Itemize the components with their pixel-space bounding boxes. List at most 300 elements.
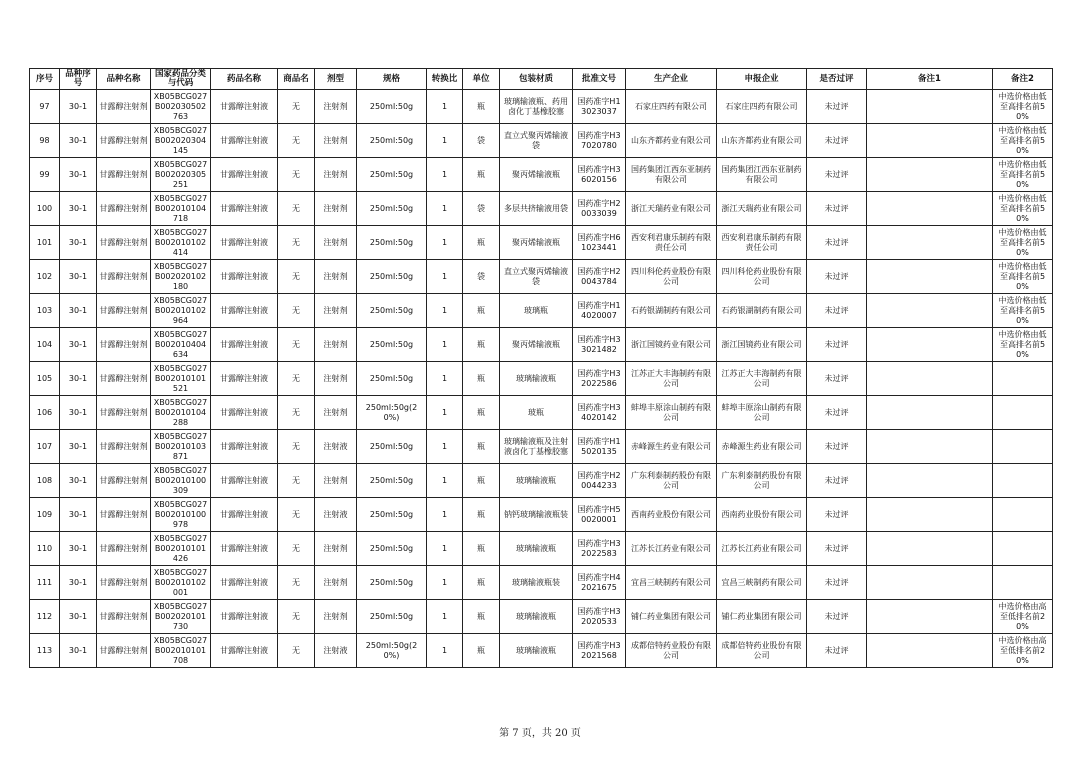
table-cell [867,294,993,328]
table-cell: XB05BCG027B002020305251 [151,158,211,192]
table-cell: 甘露醇注射剂 [97,226,151,260]
table-cell: 浙江天瑞药业有限公司 [717,192,807,226]
table-cell: 四川科伦药业股份有限公司 [626,260,717,294]
table-cell: 成都倍特药业股份有限公司 [717,634,807,668]
table-cell: 101 [30,226,60,260]
table-row [30,498,1053,532]
table-cell: 甘露醇注射液 [211,464,278,498]
table-cell: 国药集团江西东亚制药有限公司 [717,158,807,192]
table-cell: 1 [427,158,463,192]
table-cell: 瓶 [463,294,500,328]
table-cell: 注射剂 [315,532,357,566]
table-cell: 玻瓶 [500,396,573,430]
table-cell: 中选价格由高至低排名前20% [993,634,1053,668]
table-cell: 玻璃输液瓶 [500,362,573,396]
table-cell: 注射剂 [315,464,357,498]
table-cell: 国药准字H42021675 [573,566,626,600]
table-cell: 多层共挤输液用袋 [500,192,573,226]
table-cell: 无 [278,226,315,260]
table-row [30,294,1053,328]
table-cell: XB05BCG027B002010102414 [151,226,211,260]
table-cell: 未过评 [807,566,867,600]
table-cell: 国药准字H13023037 [573,90,626,124]
table-cell: 瓶 [463,430,500,464]
table-cell: 蚌埠丰原涂山制药有限公司 [717,396,807,430]
table-cell: 甘露醇注射剂 [97,124,151,158]
table-cell: 注射剂 [315,566,357,600]
table-cell: 无 [278,566,315,600]
table-cell [993,396,1053,430]
table-cell: 甘露醇注射液 [211,498,278,532]
table-cell: 30-1 [60,396,97,430]
table-cell: 国药准字H50020001 [573,498,626,532]
table-cell: 瓶 [463,600,500,634]
table-cell: 甘露醇注射剂 [97,600,151,634]
table-cell: 国药准字H15020135 [573,430,626,464]
table-cell: 瓶 [463,362,500,396]
table-cell: 105 [30,362,60,396]
table-cell: 广东利泰制药股份有限公司 [626,464,717,498]
column-header: 品种序号 [60,69,97,90]
table-cell: 无 [278,600,315,634]
table-cell: 99 [30,158,60,192]
table-cell: 国药准字H61023441 [573,226,626,260]
column-header: 转换比 [427,69,463,90]
table-cell: 未过评 [807,634,867,668]
table-cell: 甘露醇注射剂 [97,634,151,668]
table-cell: 30-1 [60,294,97,328]
table-cell [867,328,993,362]
table-cell [867,396,993,430]
table-cell [993,430,1053,464]
table-cell: 未过评 [807,294,867,328]
table-cell: 浙江国镜药业有限公司 [717,328,807,362]
table-cell: 聚丙烯输液瓶 [500,226,573,260]
table-cell: 1 [427,226,463,260]
table-cell: 石家庄四药有限公司 [626,90,717,124]
table-cell: 30-1 [60,328,97,362]
table-cell: 250ml:50g [357,124,427,158]
table-cell: 未过评 [807,124,867,158]
column-header: 商品名 [278,69,315,90]
table-cell: 无 [278,464,315,498]
column-header: 备注1 [867,69,993,90]
table-cell: 250ml:50g [357,192,427,226]
table-cell: 1 [427,124,463,158]
table-cell: 30-1 [60,464,97,498]
table-cell: 1 [427,90,463,124]
table-cell: 江苏正大丰海制药有限公司 [717,362,807,396]
table-cell: 1 [427,396,463,430]
table-cell: 107 [30,430,60,464]
table-cell: 甘露醇注射液 [211,600,278,634]
column-header: 包装材质 [500,69,573,90]
table-cell: 1 [427,498,463,532]
table-cell: 直立式聚丙烯输液袋 [500,260,573,294]
table-cell: 甘露醇注射液 [211,124,278,158]
table-cell: 石药银湖制药有限公司 [717,294,807,328]
table-cell: 中选价格由高至低排名前20% [993,600,1053,634]
table-cell [993,532,1053,566]
table-cell: 赤峰源生药业有限公司 [717,430,807,464]
table-cell: 甘露醇注射液 [211,158,278,192]
table-cell: 30-1 [60,498,97,532]
table-cell: 无 [278,260,315,294]
table-cell: 未过评 [807,226,867,260]
table-cell: 30-1 [60,362,97,396]
table-cell [867,124,993,158]
table-cell: 中选价格由低至高排名前50% [993,192,1053,226]
table-cell: 30-1 [60,634,97,668]
table-cell: 西南药业股份有限公司 [717,498,807,532]
table-cell: 100 [30,192,60,226]
table-cell: 中选价格由低至高排名前50% [993,226,1053,260]
table-cell: 甘露醇注射液 [211,566,278,600]
table-cell: 甘露醇注射液 [211,226,278,260]
table-cell: 袋 [463,124,500,158]
table-cell: 江苏正大丰海制药有限公司 [626,362,717,396]
table-cell: 250ml:50g(20%) [357,634,427,668]
table-cell: 赤峰源生药业有限公司 [626,430,717,464]
table-cell: 98 [30,124,60,158]
table-cell [867,498,993,532]
table-cell: 玻璃输液瓶及注射液卤化丁基橡胶塞 [500,430,573,464]
table-cell: 宜昌三峡制药有限公司 [626,566,717,600]
table-cell: 甘露醇注射液 [211,396,278,430]
table-cell: 30-1 [60,430,97,464]
table-row [30,362,1053,396]
table-cell: 瓶 [463,158,500,192]
table-cell: 玻璃输液瓶 [500,634,573,668]
table-cell: 甘露醇注射液 [211,362,278,396]
table-cell: 注射剂 [315,192,357,226]
table-cell: XB05BCG027B002010104718 [151,192,211,226]
header-row [30,69,1053,90]
table-cell: 国药准字H20043784 [573,260,626,294]
table-row [30,532,1053,566]
table-cell: 国药准字H36020156 [573,158,626,192]
table-cell: 甘露醇注射剂 [97,498,151,532]
table-cell: 未过评 [807,362,867,396]
table-row [30,430,1053,464]
table-cell: XB05BCG027B002010101521 [151,362,211,396]
table-cell: 250ml:50g [357,600,427,634]
table-cell: 250ml:50g [357,90,427,124]
table-cell: 未过评 [807,532,867,566]
table-cell: 250ml:50g [357,260,427,294]
column-header: 备注2 [993,69,1053,90]
table-cell [993,362,1053,396]
table-cell: XB05BCG027B002010102001 [151,566,211,600]
table-cell: 106 [30,396,60,430]
table-cell: 113 [30,634,60,668]
table-cell: 甘露醇注射剂 [97,158,151,192]
table-cell: 石家庄四药有限公司 [717,90,807,124]
table-cell [867,566,993,600]
table-cell [867,464,993,498]
table-cell: 山东齐都药业有限公司 [717,124,807,158]
table-cell: 250ml:50g [357,532,427,566]
table-cell: 甘露醇注射剂 [97,328,151,362]
table-cell: 注射剂 [315,90,357,124]
table-cell: 102 [30,260,60,294]
table-cell: 30-1 [60,124,97,158]
table-cell: 玻璃瓶 [500,294,573,328]
column-header: 申报企业 [717,69,807,90]
table-cell: 国药准字H32022586 [573,362,626,396]
table-cell: 中选价格由低至高排名前50% [993,260,1053,294]
table-cell: 未过评 [807,464,867,498]
table-cell: 250ml:50g [357,566,427,600]
table-row [30,634,1053,668]
drug-list-table [29,68,1053,668]
table-cell: XB05BCG027B002010102964 [151,294,211,328]
table-cell: 瓶 [463,566,500,600]
table-cell: 1 [427,260,463,294]
table-cell: 30-1 [60,226,97,260]
column-header: 批准文号 [573,69,626,90]
table-cell: XB05BCG027B002020304145 [151,124,211,158]
table-cell: 注射剂 [315,124,357,158]
table-cell: 1 [427,600,463,634]
table-cell: 山东齐都药业有限公司 [626,124,717,158]
table-row [30,464,1053,498]
table-cell: 30-1 [60,90,97,124]
column-header: 是否过评 [807,69,867,90]
table-row [30,566,1053,600]
table-cell: 1 [427,464,463,498]
table-cell: 无 [278,362,315,396]
table-cell: 甘露醇注射液 [211,260,278,294]
table-cell: 无 [278,396,315,430]
table-cell: 注射液 [315,430,357,464]
table-cell: 西南药业股份有限公司 [626,498,717,532]
table-cell: 未过评 [807,260,867,294]
table-cell: 111 [30,566,60,600]
table-cell: 甘露醇注射剂 [97,362,151,396]
table-cell: 江苏长江药业有限公司 [717,532,807,566]
column-header: 药品名称 [211,69,278,90]
table-cell: 甘露醇注射剂 [97,532,151,566]
table-cell: 250ml:50g [357,294,427,328]
column-header: 剂型 [315,69,357,90]
table-cell [993,464,1053,498]
table-cell: 104 [30,328,60,362]
table-cell: 甘露醇注射剂 [97,464,151,498]
table-cell: 甘露醇注射液 [211,430,278,464]
table-cell: 1 [427,566,463,600]
table-cell: 30-1 [60,192,97,226]
table-cell: 江苏长江药业有限公司 [626,532,717,566]
table-cell: 注射剂 [315,158,357,192]
table-cell: 玻璃输液瓶装 [500,566,573,600]
table-cell: 国药准字H37020780 [573,124,626,158]
table-cell: 甘露醇注射剂 [97,260,151,294]
table-cell: 浙江天瑞药业有限公司 [626,192,717,226]
table-cell: 无 [278,90,315,124]
table-cell: 1 [427,430,463,464]
table-cell: 玻璃输液瓶 [500,532,573,566]
table-cell [867,362,993,396]
table-cell: 无 [278,532,315,566]
table-cell: 注射剂 [315,294,357,328]
table-cell: 注射剂 [315,362,357,396]
table-row [30,158,1053,192]
table-cell: 30-1 [60,532,97,566]
table-row [30,328,1053,362]
table-body [30,90,1053,668]
table-cell: 250ml:50g [357,464,427,498]
table-cell: 无 [278,498,315,532]
table-row [30,90,1053,124]
table-cell: 250ml:50g(20%) [357,396,427,430]
table-cell: 1 [427,362,463,396]
table-cell: 注射剂 [315,260,357,294]
column-header: 国家药品分类与代码 [151,69,211,90]
table-cell: 甘露醇注射液 [211,294,278,328]
table-cell [867,192,993,226]
table-cell [867,430,993,464]
table-cell: 西安利君康乐制药有限责任公司 [626,226,717,260]
table-cell: 注射液 [315,498,357,532]
table-cell: 西安利君康乐制药有限责任公司 [717,226,807,260]
table-cell: 未过评 [807,328,867,362]
table-cell: 1 [427,532,463,566]
table-cell: XB05BCG027B002010101426 [151,532,211,566]
table-cell: 宜昌三峡制药有限公司 [717,566,807,600]
table-cell: 直立式聚丙烯输液袋 [500,124,573,158]
table-cell: 无 [278,294,315,328]
table-row [30,396,1053,430]
table-cell: XB05BCG027B002010404634 [151,328,211,362]
table-cell: 无 [278,192,315,226]
table-cell: 国药准字H32020533 [573,600,626,634]
table-cell: XB05BCG027B002010103871 [151,430,211,464]
table-row [30,260,1053,294]
table-cell: 甘露醇注射剂 [97,430,151,464]
table-cell: 聚丙烯输液瓶 [500,158,573,192]
table-cell: XB05BCG027B002020101730 [151,600,211,634]
table-cell: 未过评 [807,192,867,226]
table-cell: 铺仁药业集团有限公司 [626,600,717,634]
table-row [30,600,1053,634]
table-cell: XB05BCG027B002010104288 [151,396,211,430]
table-cell: 甘露醇注射液 [211,328,278,362]
table-cell: 国药准字H32021568 [573,634,626,668]
table-cell: XB05BCG027B002030502763 [151,90,211,124]
table-cell: 四川科伦药业股份有限公司 [717,260,807,294]
table-cell: 国药准字H20044233 [573,464,626,498]
table-cell: 玻璃输液瓶 [500,464,573,498]
table-cell: 国药准字H32022583 [573,532,626,566]
table-cell [867,90,993,124]
table-cell: 甘露醇注射剂 [97,90,151,124]
table-cell [867,634,993,668]
table-cell: 瓶 [463,226,500,260]
table-cell: 甘露醇注射剂 [97,294,151,328]
table-cell: 国药准字H34020142 [573,396,626,430]
table-cell: 30-1 [60,566,97,600]
table-cell: 国药准字H14020007 [573,294,626,328]
table-cell: 袋 [463,260,500,294]
table-cell: 浙江国镜药业有限公司 [626,328,717,362]
column-header: 规格 [357,69,427,90]
table-header [30,69,1053,90]
table-cell: 103 [30,294,60,328]
table-cell: 未过评 [807,90,867,124]
table-cell: 甘露醇注射液 [211,532,278,566]
table-cell: 30-1 [60,600,97,634]
table-cell: 无 [278,430,315,464]
table-cell: XB05BCG027B002010101708 [151,634,211,668]
table-cell: 250ml:50g [357,430,427,464]
table-cell: 瓶 [463,328,500,362]
table-cell: 无 [278,328,315,362]
table-cell: 108 [30,464,60,498]
table-row [30,226,1053,260]
table-cell: 30-1 [60,158,97,192]
table-cell: 注射剂 [315,396,357,430]
table-cell: 中选价格由低至高排名前50% [993,124,1053,158]
table-cell: 250ml:50g [357,328,427,362]
table-cell [867,260,993,294]
table-cell: XB05BCG027B002020102180 [151,260,211,294]
table-cell: 中选价格由低至高排名前50% [993,294,1053,328]
table-cell: 甘露醇注射液 [211,90,278,124]
table-cell: 成都倍特药业股份有限公司 [626,634,717,668]
table-cell: 瓶 [463,90,500,124]
table-cell: 中选价格由低至高排名前50% [993,328,1053,362]
column-header: 单位 [463,69,500,90]
table-cell: 250ml:50g [357,498,427,532]
table-cell: 1 [427,634,463,668]
table-cell: 中选价格由低至高排名前50% [993,158,1053,192]
table-row [30,192,1053,226]
table-cell [993,566,1053,600]
table-cell: 无 [278,634,315,668]
table-cell: 未过评 [807,396,867,430]
table-cell: 玻璃输液瓶 [500,600,573,634]
table-cell: 瓶 [463,532,500,566]
table-cell [867,532,993,566]
table-cell: 未过评 [807,430,867,464]
table-cell [867,600,993,634]
table-cell: 瓶 [463,464,500,498]
table-cell: 1 [427,294,463,328]
table-cell: 未过评 [807,600,867,634]
table-cell: 注射剂 [315,328,357,362]
table-cell: 30-1 [60,260,97,294]
table-cell: 注射剂 [315,600,357,634]
table-cell: 109 [30,498,60,532]
table-cell: 1 [427,328,463,362]
table-cell: 110 [30,532,60,566]
column-header: 生产企业 [626,69,717,90]
table-cell [867,158,993,192]
table-cell: 国药集团江西东亚制药有限公司 [626,158,717,192]
column-header: 序号 [30,69,60,90]
table-cell: 瓶 [463,396,500,430]
table-cell: 甘露醇注射剂 [97,396,151,430]
table-cell: 注射液 [315,634,357,668]
table-cell: 甘露醇注射液 [211,192,278,226]
table-cell: 甘露醇注射剂 [97,192,151,226]
table-cell: 甘露醇注射剂 [97,566,151,600]
table-cell: 钠钙玻璃输液瓶装 [500,498,573,532]
table-cell: 国药准字H33021482 [573,328,626,362]
table-cell: 未过评 [807,498,867,532]
table-cell [867,226,993,260]
